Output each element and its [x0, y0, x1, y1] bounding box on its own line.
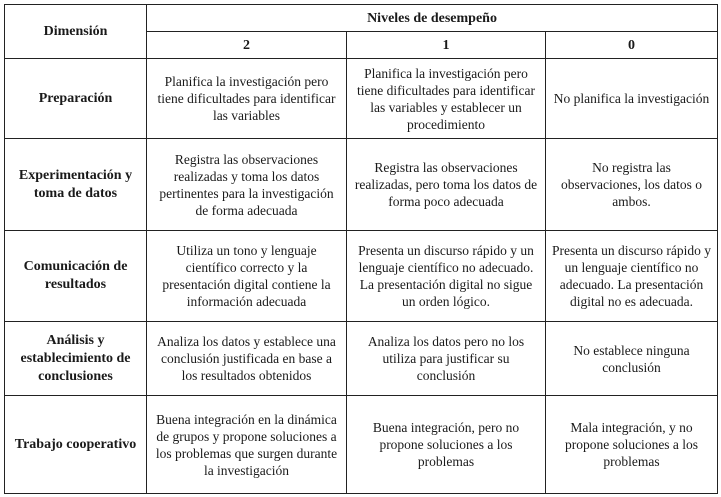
- cell-preparacion-1: Planifica la investigación pero tiene dificultades para identificar las variables y establecer un procedimiento: [347, 59, 546, 139]
- table-row: [5, 231, 718, 322]
- table-row: [5, 396, 718, 494]
- dimension-analisis: Análisis y establecimiento de conclusiones: [5, 322, 147, 396]
- dimension-preparacion: Preparación: [5, 59, 147, 139]
- table-row: [5, 59, 718, 139]
- cell-experimentacion-1: Registra las observaciones realizadas, pero toma los datos de forma poco adecuada: [347, 139, 546, 231]
- level-header-2: 2: [147, 32, 347, 59]
- table-row: [5, 322, 718, 396]
- cell-comunicacion-1: Presenta un discurso rápido y un lenguaje científico no adecuado. La presentación digital no sigue un orden lógico.: [347, 231, 546, 322]
- table-row: [5, 139, 718, 231]
- dimension-comunicacion: Comunicación de resultados: [5, 231, 147, 322]
- rubric-table: [4, 4, 718, 494]
- cell-analisis-1: Analiza los datos pero no los utiliza para justificar su conclusión: [347, 322, 546, 396]
- cell-analisis-2: Analiza los datos y establece una conclusión justificada en base a los resultados obtenidos: [147, 322, 347, 396]
- level-header-0: 0: [546, 32, 718, 59]
- cell-analisis-0: No establece ninguna conclusión: [546, 322, 718, 396]
- dimension-trabajo-cooperativo: Trabajo cooperativo: [5, 396, 147, 494]
- cell-comunicacion-2: Utiliza un tono y lenguaje científico correcto y la presentación digital contiene la información adecuada: [147, 231, 347, 322]
- cell-comunicacion-0: Presenta un discurso rápido y un lenguaje científico no adecuado. La presentación digital no es adecuada.: [546, 231, 718, 322]
- dimension-experimentacion: Experimentación y toma de datos: [5, 139, 147, 231]
- cell-experimentacion-0: No registra las observaciones, los datos o ambos.: [546, 139, 718, 231]
- cell-preparacion-2: Planifica la investigación pero tiene dificultades para identificar las variables: [147, 59, 347, 139]
- cell-preparacion-0: No planifica la investigación: [546, 59, 718, 139]
- cell-trabajo-2: Buena integración en la dinámica de grupos y propone soluciones a los problemas que surgen durante la investigación: [147, 396, 347, 494]
- dimension-header: Dimensión: [5, 5, 147, 59]
- levels-header: Niveles de desempeño: [147, 5, 718, 32]
- cell-experimentacion-2: Registra las observaciones realizadas y toma los datos pertinentes para la investigación de forma adecuada: [147, 139, 347, 231]
- cell-trabajo-1: Buena integración, pero no propone soluciones a los problemas: [347, 396, 546, 494]
- cell-trabajo-0: Mala integración, y no propone soluciones a los problemas: [546, 396, 718, 494]
- level-header-1: 1: [347, 32, 546, 59]
